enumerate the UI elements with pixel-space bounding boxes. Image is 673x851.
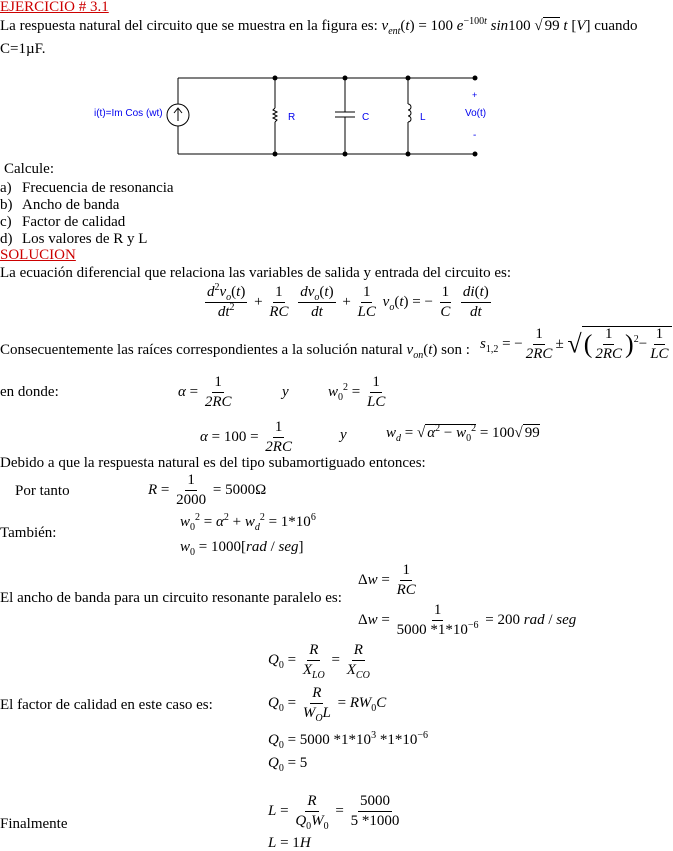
wd-value: $w_d$ = √ $\alpha^2 - w_0^2 = 100√$ 99 <box>386 423 540 444</box>
q0-value: $Q_0 = 5$ <box>268 755 308 774</box>
intro-text: La respuesta natural del circuito que se muestra en la figura es: <box>0 18 378 34</box>
alpha-value: α = 100 = $\frac{1}{2RC}$ <box>200 419 292 455</box>
r-label: R <box>288 112 296 123</box>
alpha-definition: α = $\frac{1}{2RC}$ <box>178 374 232 410</box>
therefore-label: Por tanto <box>15 483 70 499</box>
intro-line2: C=1µF. <box>0 41 46 57</box>
bandwidth-text: El ancho de banda para un circuito resonante paralelo es: <box>0 590 342 606</box>
intro-cuando: cuando <box>594 18 638 34</box>
intro-line <box>0 16 638 37</box>
w0-value: $w_0 = 1000[rad / seg]$ <box>180 539 304 558</box>
r-value: R = $\frac{1}{2000}$ = 5000Ω <box>148 472 267 508</box>
source-label: i(t)=Im Cos (wt) <box>94 108 163 119</box>
list-item: a) Frecuencia de resonancia <box>0 180 174 196</box>
exercise-title: EJERCICIO # 3.1 <box>0 0 109 15</box>
minus-sign: - <box>473 130 477 141</box>
list-item: b) Ancho de banda <box>0 197 120 213</box>
plus-sign: + <box>472 90 478 100</box>
differential-equation: $\frac{d^2v_o(t)}{dt^2}$ + $\frac{1}{RC}$ $\frac{dv_o(t)}{dt}$ + $\frac{1}{LC}$ $v_o(t)$ = − $\frac{1}{C}$ $\frac{di(t)}{dt}$ <box>207 282 489 320</box>
q0-definition: $Q_0$ = $\frac{R}{X_{LO}}$ = $\frac{R}{X_{CO}}$ <box>268 642 370 681</box>
bandwidth-definition: Δw = $\frac{1}{RC}$ <box>358 562 416 598</box>
bandwidth-value: Δw = $\frac{1}{5000 *1*10^{-6}}$ = 200 rad / seg <box>358 602 577 638</box>
diff-eq-intro: La ecuación diferencial que relaciona las variables de salida y entrada del circuito es: <box>0 265 511 281</box>
questions-header: Calcule: <box>4 161 54 177</box>
y-connector: y <box>282 384 289 400</box>
y-connector-2: y <box>340 427 347 443</box>
also-label: También: <box>0 525 57 541</box>
questions-list <box>0 180 174 248</box>
l-value: L = 1H <box>268 835 311 851</box>
list-item: d) Los valores de R y L <box>0 231 148 247</box>
roots-intro-line: Consecuentemente las raíces correspondientes a la solución natural $v_{on}(t)$ son : <box>0 342 470 361</box>
q0-rw0c: $Q_0$ = $\frac{R}{W_OL}$ = $RW_0C$ <box>268 685 387 724</box>
roots-equation: $s_{1,2}$ = − $\frac{1}{2RC}$ ± √( $\frac{1}{2RC}$ )$^2$− $\frac{1}{LC}$ <box>480 326 672 362</box>
c-label: C <box>362 112 370 123</box>
l-label: L <box>420 112 426 123</box>
q0-substitution: $Q_0 = 5000$ $*1*10^3$ $*1*10^{-6}$ <box>268 730 428 751</box>
w0-definition: $w_0^2$ = $\frac{1}{LC}$ <box>328 374 386 410</box>
vent-equation: $v_{ent}(t) = 100$ $e^{-100t}$ sin100 √ 99 t [V] <box>381 16 591 37</box>
solution-heading: SOLUCION <box>0 247 76 263</box>
vo-label: Vo(t) <box>465 108 487 119</box>
l-formula: L = $\frac{R}{Q_0W_0}$ = $\frac{5000}{5 *1000}$ <box>268 793 400 832</box>
underdamped-text: Debido a que la respuesta natural es del tipo subamortiguado entonces: <box>0 455 426 471</box>
w0-squared: $w_0^2 = \alpha^2 + w_d^2 = 1*10^6$ <box>180 512 316 533</box>
quality-text: El factor de calidad en este caso es: <box>0 697 213 713</box>
list-item: c) Factor de calidad <box>0 214 126 230</box>
finally-label: Finalmente <box>0 816 68 832</box>
where-label: en donde: <box>0 384 59 400</box>
